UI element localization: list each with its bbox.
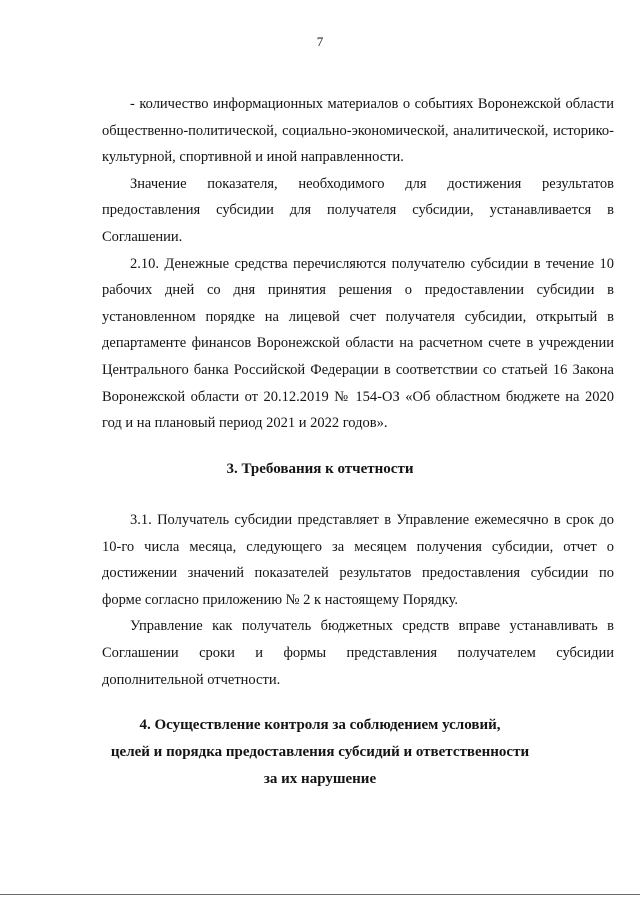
section-3-heading — [0, 456, 640, 483]
paragraph-additional-reporting: Управление как получатель бюджетных средств вправе устанавливать в Соглашении сроки и формы представления получателем субсидии дополнительной отчетности. — [102, 618, 614, 688]
section-4-title-line-1: 4. Осуществление контроля за соблюдением условий, — [139, 717, 501, 733]
paragraph-2-10-funds-transfer: 2.10. Денежные средства перечисляются получателю субсидии в течение 10 рабочих дней со дня принятия решения о предоставлении субсидии в установленном порядке на лицевой счет получателя субсидии, открытый в департаменте финансов Воронежской области на расчетном счете в учреждении Центрального банка Российской Федерации в соответствии со статьей 16 Закона Воронежской области от 20.12.2019 № 154-ОЗ «Об областном бюджете на 2020 год и на плановый период 2021 и 2022 годов». — [102, 255, 614, 432]
paragraph-block-1 — [102, 91, 614, 437]
paragraph-3-1-reporting: 3.1. Получатель субсидии представляет в Управление ежемесячно в срок до 10-го числа месяца, следующего за месяцем получения субсидии, отчет о достижении значений показателей результатов предоставления субсидии по форме согласно приложению № 2 к настоящему Порядку. — [102, 512, 614, 608]
paragraph-info-materials: - количество информационных материалов о событиях Воронежской области общественно-политической, социально-экономической, аналитической, историко-культурной, спортивной и иной направленности. — [102, 96, 614, 166]
page-number: 7 — [316, 34, 324, 49]
bottom-page-edge-line — [0, 894, 640, 895]
section-4-title-line-2: целей и порядка предоставления субсидий и ответственности — [110, 744, 530, 760]
section-3-body — [102, 507, 614, 693]
section-4-title-line-3: за их нарушение — [263, 771, 377, 787]
paragraph-indicator-value: Значение показателя, необходимого для достижения результатов предоставления субсидии для получателя субсидии, устанавливается в Соглашении. — [102, 175, 614, 245]
section-3-title: 3. Требования к отчетности — [226, 461, 414, 477]
section-4-heading — [0, 712, 640, 793]
